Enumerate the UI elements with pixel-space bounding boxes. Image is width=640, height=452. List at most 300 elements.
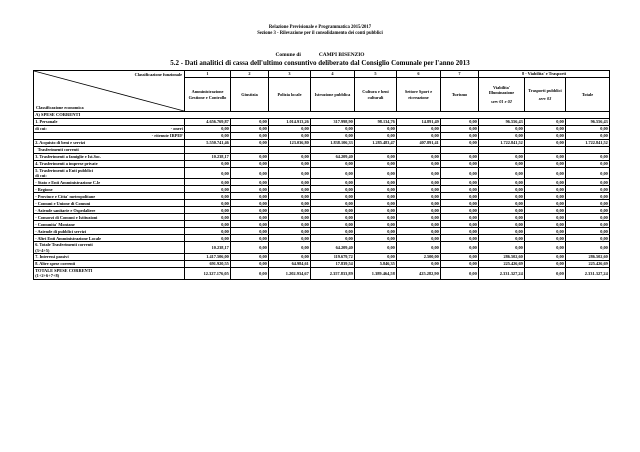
cell-value-col1: 0,00 (185, 168, 231, 179)
cell-value-col6: 0,00 (397, 235, 441, 242)
column-header-10 (566, 78, 610, 112)
cell-value-col10 (566, 147, 610, 154)
cell-value-col3: 0,00 (269, 214, 311, 221)
cell-value-col9: 0,00 (525, 133, 566, 140)
cell-value-col10: 0,00 (566, 193, 610, 200)
cell-value-col2: 0,00 (231, 179, 269, 186)
row-label-line1: 8. Altre spese correnti (35, 261, 76, 267)
row-label-line1: 7. Interessi passivi (35, 254, 69, 260)
cell-value-col6: 0,00 (397, 221, 441, 228)
document-header (0, 25, 640, 38)
row-label (34, 267, 185, 279)
cell-value-col4: 0,00 (311, 168, 355, 179)
cell-value-col8: 0,00 (479, 154, 525, 161)
corner-label-funzionale: Classificazione funzionale (134, 72, 182, 77)
cell-value-col1: 0,00 (185, 200, 231, 207)
cell-value-col4: 0,00 (311, 186, 355, 193)
cell-value-col1: 10.238,17 (185, 154, 231, 161)
cell-value-col4: 0,00 (311, 200, 355, 207)
cell-value-col6: 0,00 (397, 228, 441, 235)
cell-value-col7: 0,00 (441, 126, 479, 133)
table-row (34, 260, 610, 267)
cell-value-col7: 0,00 (441, 267, 479, 279)
row-label-left: di cui: (35, 126, 47, 132)
cell-value-col8: 0,00 (479, 228, 525, 235)
cell-value-col7: 0,00 (441, 253, 479, 260)
table-row (34, 168, 610, 179)
cell-value-col2: 0,00 (231, 228, 269, 235)
corner-label-economica: Classificazione economica (36, 104, 84, 110)
cell-value-col9: 0,00 (525, 119, 566, 126)
cell-value-col4: 64.209,40 (311, 242, 355, 253)
cell-value-col7 (441, 147, 479, 154)
cell-value-col5: 0,00 (355, 186, 397, 193)
cell-value-col9: 0,00 (525, 267, 566, 279)
header-line-2: Sezione 3 - Rilevazione per il consolidamento dei conti pubblici (257, 31, 383, 37)
cell-value-col5: 98.134,76 (355, 119, 397, 126)
cell-value-col9: 0,00 (525, 221, 566, 228)
cell-value-col5: 0,00 (355, 214, 397, 221)
cell-value-col3: 0,00 (269, 186, 311, 193)
cell-value-col5: 0,00 (355, 133, 397, 140)
cell-value-col7: 0,00 (441, 207, 479, 214)
cell-value-col6: 0,00 (397, 179, 441, 186)
row-label (34, 140, 185, 147)
cell-value-col1: 0,00 (185, 186, 231, 193)
cell-value-col10: 0,00 (566, 214, 610, 221)
cell-value-col5: 0,00 (355, 126, 397, 133)
table-row (34, 221, 610, 228)
cell-value-col4: 0,00 (311, 214, 355, 221)
cell-value-col8: 96.556,43 (479, 119, 525, 126)
cell-value-col3: 0,00 (269, 126, 311, 133)
row-label-right: - oneri (170, 126, 183, 132)
cell-value-col10: 0,00 (566, 207, 610, 214)
cell-value-col10: 0,00 (566, 200, 610, 207)
cell-value-col6: 0,00 (397, 260, 441, 267)
row-label-line1: - Aziende di pubblici servizi (35, 228, 87, 234)
cell-value-col2: 0,00 (231, 207, 269, 214)
cell-value-col7: 0,00 (441, 242, 479, 253)
cell-value-col6: 0,00 (397, 126, 441, 133)
cell-value-col1: 0,00 (185, 207, 231, 214)
cell-value-col7: 0,00 (441, 235, 479, 242)
cell-value-col1: 691.920,55 (185, 260, 231, 267)
cell-value-col5: 0,00 (355, 242, 397, 253)
row-label (34, 242, 185, 253)
column-header-1 (185, 78, 231, 112)
row-label (34, 214, 185, 221)
table-row (34, 253, 610, 260)
row-label-line1: - Stato e Enti Amministrazione C.le (35, 179, 101, 185)
cell-value-col7: 0,00 (441, 214, 479, 221)
cell-value-col3: 0,00 (269, 200, 311, 207)
column-header-label: Istruzione pubblica (314, 91, 351, 97)
cell-value-col10: 0,00 (566, 133, 610, 140)
cell-value-col8: 0,00 (479, 193, 525, 200)
cell-value-col6: 2.500,00 (397, 253, 441, 260)
group-header-viabilita: 8 - Viabilita' e Trasporti (479, 71, 610, 78)
cell-value-col10: 0,00 (566, 228, 610, 235)
column-header-label: Viabilita' Illuminazione (488, 85, 515, 96)
column-header-7 (441, 78, 479, 112)
row-label-line1: 2. Acquisto di beni e servizi (35, 140, 86, 146)
row-label (34, 179, 185, 186)
cell-value-col9: 0,00 (525, 207, 566, 214)
row-label (34, 154, 185, 161)
cell-value-col2: 0,00 (231, 168, 269, 179)
cell-value-col6: 0,00 (397, 133, 441, 140)
column-header-label: Turismo (451, 91, 468, 97)
cell-value-col6: 407.891,41 (397, 140, 441, 147)
cell-value-col7: 0,00 (441, 228, 479, 235)
cell-value-col1: 0,00 (185, 193, 231, 200)
column-number-2: 2 (231, 71, 269, 78)
cell-value-col4: 0,00 (311, 221, 355, 228)
cell-value-col9 (525, 147, 566, 154)
cell-value-col7: 0,00 (441, 186, 479, 193)
table-row (34, 193, 610, 200)
cell-value-col2: 0,00 (231, 260, 269, 267)
cell-value-col8: 2.331.327,24 (479, 267, 525, 279)
row-label (34, 221, 185, 228)
column-header-9 (525, 78, 566, 112)
cell-value-col10: 2.331.327,24 (566, 267, 610, 279)
row-label-line1: - Aziende sanitarie e Ospedaliere (35, 207, 96, 213)
cell-value-col10: 0,00 (566, 242, 610, 253)
cell-value-col2: 0,00 (231, 221, 269, 228)
cell-value-col7: 0,00 (441, 221, 479, 228)
column-header-6 (397, 78, 441, 112)
cell-value-col6: 0,00 (397, 207, 441, 214)
table-row (34, 228, 610, 235)
cell-value-col7: 0,00 (441, 179, 479, 186)
cell-value-col4: 317.998,90 (311, 119, 355, 126)
cell-value-col7: 0,00 (441, 200, 479, 207)
cell-value-col3: 0,00 (269, 133, 311, 140)
cell-value-col8: 0,00 (479, 242, 525, 253)
cell-value-col9: 0,00 (525, 126, 566, 133)
cell-value-col3: 0,00 (269, 179, 311, 186)
cell-value-col8: 0,00 (479, 179, 525, 186)
row-label (34, 161, 185, 168)
cell-value-col2: 0,00 (231, 214, 269, 221)
table-row (34, 267, 610, 279)
cell-value-col5: 0,00 (355, 253, 397, 260)
cell-value-col3: 0,00 (269, 235, 311, 242)
cell-value-col5: 0,00 (355, 179, 397, 186)
cell-value-col9: 0,00 (525, 200, 566, 207)
cell-value-col3: 0,00 (269, 193, 311, 200)
cell-value-col9: 0,00 (525, 168, 566, 179)
cell-value-col10: 0,00 (566, 126, 610, 133)
cell-value-col3: 123.036,80 (269, 140, 311, 147)
cell-value-col8: 0,00 (479, 133, 525, 140)
cell-value-col8 (479, 147, 525, 154)
comune-name: CAMPI BISENZIO (318, 52, 365, 58)
cell-value-col4: 0,00 (311, 126, 355, 133)
cell-value-col8: 0,00 (479, 126, 525, 133)
column-header-label: Polizia locale (277, 91, 302, 97)
cell-value-col7: 0,00 (441, 161, 479, 168)
cell-value-col7: 0,00 (441, 119, 479, 126)
cell-value-col8: 1.722.841,52 (479, 140, 525, 147)
row-label-line1: 4. Trasferimenti a imprese private (35, 161, 98, 167)
cell-value-col1: 0,00 (185, 133, 231, 140)
cell-value-col1: 0,00 (185, 228, 231, 235)
cell-value-col9: 0,00 (525, 253, 566, 260)
cell-value-col5: 0,00 (355, 200, 397, 207)
cell-value-col2: 0,00 (231, 235, 269, 242)
cell-value-col1: 0,00 (185, 179, 231, 186)
header-number-row (34, 71, 610, 78)
cell-value-col1: 10.238,17 (185, 242, 231, 253)
column-header-label: Giustizia (241, 91, 258, 97)
cell-value-col4: 0,00 (311, 228, 355, 235)
cell-value-col9: 0,00 (525, 228, 566, 235)
cell-value-col4: 0,00 (311, 133, 355, 140)
row-label (34, 207, 185, 214)
cell-value-col9: 0,00 (525, 260, 566, 267)
table-row (34, 235, 610, 242)
cell-value-col7: 0,00 (441, 168, 479, 179)
cell-value-col4: 1.838.106,33 (311, 140, 355, 147)
cell-value-col7: 0,00 (441, 260, 479, 267)
cell-value-col9: 0,00 (525, 193, 566, 200)
column-number-7: 7 (441, 71, 479, 78)
cell-value-col8: 0,00 (479, 186, 525, 193)
cell-value-col4: 17.839,54 (311, 260, 355, 267)
cell-value-col3: 1.014.913,26 (269, 119, 311, 126)
row-label-line1: 6. Totale Trasferimenti correnti (35, 242, 93, 248)
row-label-line1: - Province e Citta' metropolitane (35, 193, 96, 199)
column-number-5: 5 (355, 71, 397, 78)
cell-value-col3: 0,00 (269, 168, 311, 179)
cell-value-col1: 0,00 (185, 221, 231, 228)
cell-value-col3: 0,00 (269, 228, 311, 235)
row-label: A) SPESE CORRENTI (34, 112, 610, 119)
column-header-8 (479, 78, 525, 112)
cell-value-col8: 0,00 (479, 235, 525, 242)
table-row (34, 147, 610, 154)
cell-value-col8: 0,00 (479, 221, 525, 228)
column-header-sublabel: serv 01 e 02 (491, 98, 512, 104)
cell-value-col6: 0,00 (397, 214, 441, 221)
cell-value-col1: 0,00 (185, 126, 231, 133)
column-header-4 (311, 78, 355, 112)
row-label-line1: - Consorzi di Comuni e Istituzioni (35, 214, 98, 220)
cell-value-col3: 1.202.934,67 (269, 267, 311, 279)
cell-value-col3: 0,00 (269, 221, 311, 228)
cell-value-col1: 1.417.506,00 (185, 253, 231, 260)
cell-value-col1 (185, 147, 231, 154)
cell-value-col9: 0,00 (525, 235, 566, 242)
cell-value-col9: 0,00 (525, 186, 566, 193)
cell-value-col1: 0,00 (185, 161, 231, 168)
row-label (34, 260, 185, 267)
cell-value-col3: 0,00 (269, 207, 311, 214)
row-label-line1: - Altri Enti Amministrazione Locale (35, 235, 102, 241)
cell-value-col4 (311, 147, 355, 154)
cell-value-col1: 4.656.769,87 (185, 119, 231, 126)
cell-value-col6: 0,00 (397, 154, 441, 161)
section-row (34, 112, 610, 119)
cell-value-col4: 0,00 (311, 235, 355, 242)
cell-value-col5: 0,00 (355, 235, 397, 242)
page-title: 5.2 - Dati analitici di cassa dell'ultimo consuntivo deliberato dal Consiglio Comunale per l'anno 2013 (170, 59, 470, 67)
row-label-line1: 1. Personale (35, 119, 58, 125)
table-row (34, 140, 610, 147)
budget-table-body (34, 71, 610, 280)
cell-value-col1: 0,00 (185, 235, 231, 242)
comune-row (0, 52, 640, 58)
cell-value-col3: 0,00 (269, 154, 311, 161)
cell-value-col4: 2.357.833,89 (311, 267, 355, 279)
cell-value-col8: 0,00 (479, 214, 525, 221)
cell-value-col10: 0,00 (566, 235, 610, 242)
cell-value-col10: 1.722.841,52 (566, 140, 610, 147)
cell-value-col3: 64.984,61 (269, 260, 311, 267)
cell-value-col1: 0,00 (185, 214, 231, 221)
row-label-line1: - Regione (35, 186, 53, 192)
row-label-line1: TOTALE SPESE CORRENTI (35, 267, 93, 273)
column-number-4: 4 (311, 71, 355, 78)
table-row (34, 207, 610, 214)
row-label (34, 147, 185, 154)
table-row (34, 161, 610, 168)
row-label-right: - ritenute IRPEF (151, 133, 183, 139)
cell-value-col5: 0,00 (355, 154, 397, 161)
column-header-5 (355, 78, 397, 112)
cell-value-col2: 0,00 (231, 186, 269, 193)
cell-value-col5: 0,00 (355, 168, 397, 179)
column-header-label: Cultura e beni culturali (362, 89, 389, 100)
row-label-flex (35, 126, 183, 131)
cell-value-col5: 0,00 (355, 221, 397, 228)
cell-value-col3: 0,00 (269, 253, 311, 260)
cell-value-col6: 0,00 (397, 242, 441, 253)
cell-value-col2: 0,00 (231, 126, 269, 133)
cell-value-col2: 0,00 (231, 253, 269, 260)
cell-value-col10: 0,00 (566, 221, 610, 228)
cell-value-col2: 0,00 (231, 242, 269, 253)
cell-value-col10: 0,00 (566, 186, 610, 193)
cell-value-col9: 0,00 (525, 179, 566, 186)
table-row (34, 133, 610, 140)
cell-value-col2: 0,00 (231, 140, 269, 147)
cell-value-col9: 0,00 (525, 242, 566, 253)
cell-value-col8: 0,00 (479, 207, 525, 214)
column-header-sublabel: serv 03 (538, 96, 552, 101)
table-row (34, 119, 610, 126)
budget-table (33, 70, 610, 280)
row-label (34, 253, 185, 260)
row-label (34, 119, 185, 126)
table-row (34, 242, 610, 253)
cell-value-col7: 0,00 (441, 193, 479, 200)
cell-value-col5: 0,00 (355, 228, 397, 235)
cell-value-col10: 225.426,69 (566, 260, 610, 267)
cell-value-col5: 0,00 (355, 207, 397, 214)
cell-value-col6: 0,00 (397, 168, 441, 179)
cell-value-col6: 0,00 (397, 161, 441, 168)
cell-value-col7: 0,00 (441, 140, 479, 147)
cell-value-col1: 5.550.741,46 (185, 140, 231, 147)
cell-value-col5: 1.389.464,58 (355, 267, 397, 279)
row-label-line2: (1+2+6+7+8) (35, 273, 60, 279)
cell-value-col5: 1.285.483,47 (355, 140, 397, 147)
cell-value-col6: 0,00 (397, 193, 441, 200)
column-header-label: Amministrazione Gestione e Controllo (188, 89, 227, 100)
table-row (34, 186, 610, 193)
cell-value-col2: 0,00 (231, 133, 269, 140)
cell-value-col4: 64.209,40 (311, 154, 355, 161)
cell-value-col2 (231, 147, 269, 154)
cell-value-col4: 0,00 (311, 207, 355, 214)
column-number-6: 6 (397, 71, 441, 78)
cell-value-col6: 14.891,49 (397, 119, 441, 126)
cell-value-col4: 0,00 (311, 161, 355, 168)
cell-value-col5: 0,00 (355, 161, 397, 168)
table-row (34, 214, 610, 221)
cell-value-col10: 286.502,60 (566, 253, 610, 260)
cell-value-col3: 0,00 (269, 242, 311, 253)
column-header-2 (231, 78, 269, 112)
cell-value-col2: 0,00 (231, 200, 269, 207)
cell-value-col5: 0,00 (355, 193, 397, 200)
cell-value-col3: 0,00 (269, 161, 311, 168)
cell-value-col9: 0,00 (525, 161, 566, 168)
row-label (34, 126, 185, 133)
cell-value-col9: 0,00 (525, 140, 566, 147)
cell-value-col5: 5.846,35 (355, 260, 397, 267)
row-label (34, 168, 185, 179)
row-label-line2: (3+4+5) (35, 247, 50, 253)
cell-value-col2: 0,00 (231, 193, 269, 200)
cell-value-col6: 0,00 (397, 186, 441, 193)
cell-value-col4: 119.679,72 (311, 253, 355, 260)
cell-value-col2: 0,00 (231, 154, 269, 161)
cell-value-col8: 0,00 (479, 161, 525, 168)
header-line-1: Relazione Previsionale e Programmatica 2015/2017 (268, 25, 372, 30)
row-label-line1: Trasferimenti correnti (37, 147, 79, 153)
cell-value-col1: 12.327.176,05 (185, 267, 231, 279)
cell-value-col9: 0,00 (525, 214, 566, 221)
cell-value-col8: 0,00 (479, 200, 525, 207)
row-label (34, 235, 185, 242)
cell-value-col8: 225.426,69 (479, 260, 525, 267)
cell-value-col10: 0,00 (566, 154, 610, 161)
cell-value-col3 (269, 147, 311, 154)
table-wrap (33, 70, 609, 280)
row-label (34, 133, 185, 140)
cell-value-col10: 0,00 (566, 179, 610, 186)
row-label (34, 186, 185, 193)
cell-value-col6: 425.282,90 (397, 267, 441, 279)
cell-value-col9: 0,00 (525, 154, 566, 161)
cell-value-col6 (397, 147, 441, 154)
corner-cell (34, 71, 185, 112)
column-header-label: Totale (581, 91, 594, 97)
row-label-line1: 5. Trasferimenti a Enti pubblici (35, 168, 93, 173)
row-label (34, 228, 185, 235)
column-header-label: Settore Sport e ricreazione (404, 89, 433, 100)
comune-label: Comune di (275, 52, 301, 58)
row-label-line1: - Comunita' Montane (35, 221, 75, 227)
column-number-3: 3 (269, 71, 311, 78)
cell-value-col2: 0,00 (231, 119, 269, 126)
row-label (34, 200, 185, 207)
